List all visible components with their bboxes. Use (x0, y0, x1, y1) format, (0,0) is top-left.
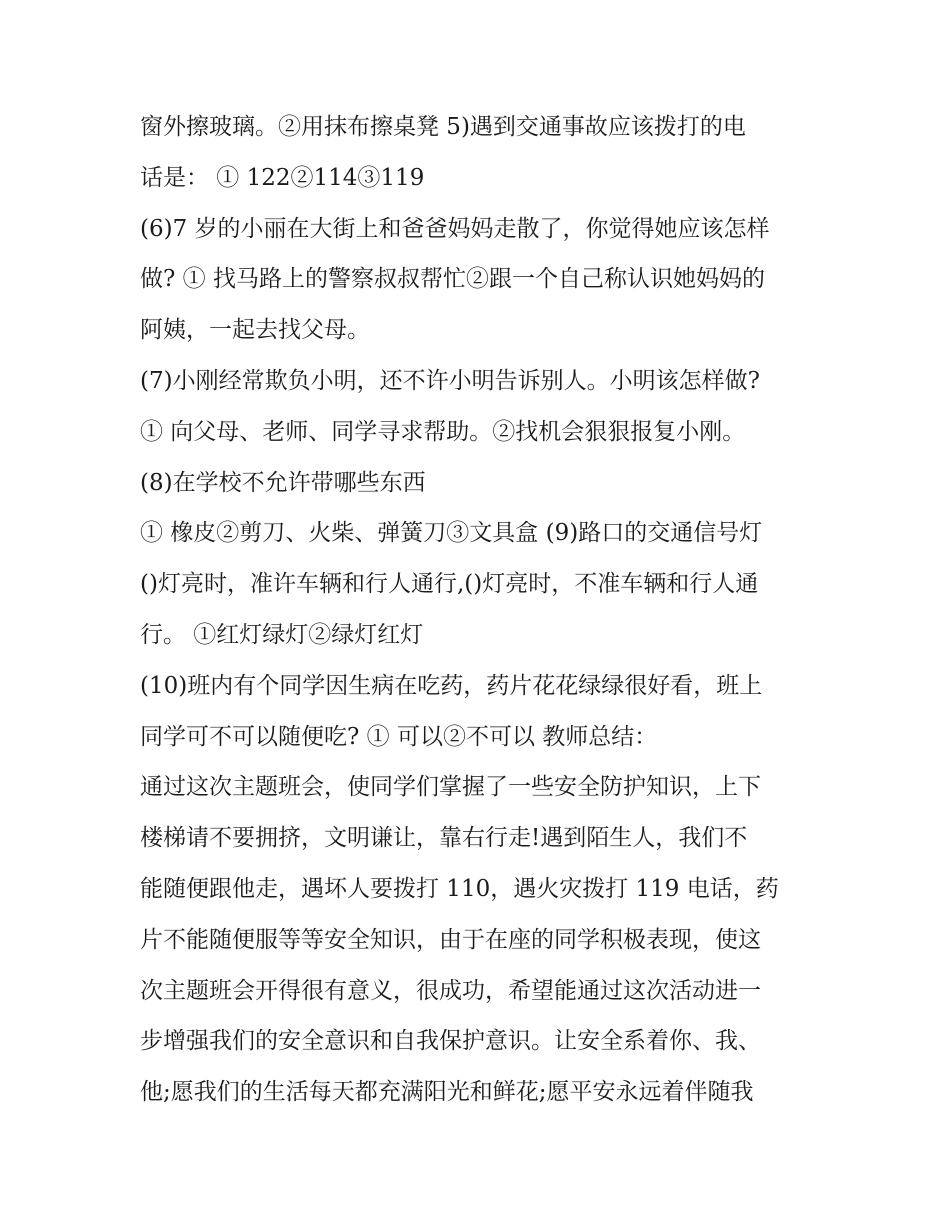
text-line: 做? ① 找马路上的警察叔叔帮忙②跟一个自己称认识她妈妈的 (140, 266, 765, 293)
text-line: 片不能随便服等等安全知识，由于在座的同学积极表现，使这 (140, 926, 761, 953)
text-line: 步增强我们的安全意识和自我保护意识。让安全系着你、我、 (140, 1028, 761, 1055)
text-line: (7)小刚经常欺负小明，还不许小明告诉别人。小明该怎样做? (140, 367, 760, 394)
text-line: 同学可不可以随便吃? ① 可以②不可以 教师总结： (140, 723, 658, 750)
text-line: 他;愿我们的生活每天都充满阳光和鲜花;愿平安永远着伴随我 (140, 1079, 754, 1106)
text-line: 楼梯请不要拥挤，文明谦让，靠右行走!遇到陌生人，我们不 (140, 825, 748, 852)
text-line: 阿姨，一起去找父母。 (140, 317, 370, 344)
body-text (140, 102, 820, 1118)
text-line: 能随便跟他走，遇坏人要拨打 110，遇火灾拨打 119 电话，药 (140, 875, 779, 902)
text-line: (8)在学校不允许带哪些东西 (140, 469, 426, 496)
text-line: (6)7 岁的小丽在大街上和爸爸妈妈走散了，你觉得她应该怎样 (140, 215, 770, 242)
text-line: 通过这次主题班会，使同学们掌握了一些安全防护知识，上下 (140, 774, 761, 801)
text-line: ① 橡皮②剪刀、火柴、弹簧刀③文具盒 (9)路口的交通信号灯 (140, 520, 763, 547)
text-line: 窗外擦玻璃。②用抹布擦桌凳 5)遇到交通事故应该拨打的电 (140, 114, 746, 140)
text-line: ① 向父母、老师、同学寻求帮助。②找机会狠狠报复小刚。 (140, 418, 746, 445)
text-line: (10)班内有个同学因生病在吃药，药片花花绿绿很好看，班上 (140, 672, 763, 699)
text-line: 次主题班会开得很有意义，很成功，希望能通过这次活动进一 (140, 977, 761, 1004)
text-line: 话是： ① 122②114③119 (140, 164, 425, 191)
text-line: 行。 ①红灯绿灯②绿灯红灯 (140, 621, 424, 648)
text-line: ()灯亮时，准许车辆和行人通行,()灯亮时，不准车辆和行人通 (140, 571, 759, 598)
